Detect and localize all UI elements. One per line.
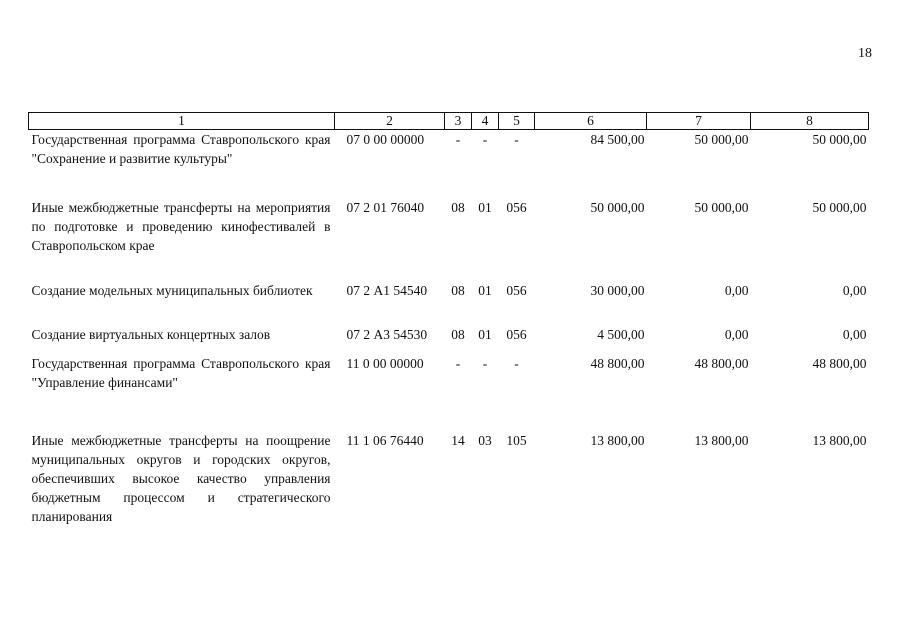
subsection-code: - bbox=[482, 132, 488, 147]
target-code: 07 2 А3 54530 bbox=[346, 326, 428, 342]
header-cell-4: 4 bbox=[472, 113, 499, 130]
amount-col-8: 0,00 bbox=[842, 326, 867, 342]
table-row bbox=[29, 281, 869, 325]
column-number-header bbox=[29, 113, 869, 130]
amount-col-7: 0,00 bbox=[724, 282, 749, 298]
subsection-code: 01 bbox=[478, 199, 492, 215]
table-row bbox=[29, 130, 869, 198]
subsection-code: 01 bbox=[478, 326, 492, 342]
header-cell-8: 8 bbox=[751, 113, 869, 130]
amount-col-7: 0,00 bbox=[724, 326, 749, 342]
expense-type-code: 056 bbox=[506, 282, 527, 298]
expense-type-code: - bbox=[514, 132, 519, 147]
amount-col-6: 30 000,00 bbox=[590, 282, 645, 298]
section-code: 14 bbox=[451, 432, 465, 448]
amount-col-6: 4 500,00 bbox=[597, 326, 645, 342]
section-code: 08 bbox=[451, 282, 465, 298]
program-name: Государственная программа Ставропольского края "Сохранение и развитие культуры" bbox=[31, 132, 331, 166]
program-name: Создание виртуальных концертных залов bbox=[31, 326, 271, 342]
amount-col-7: 13 800,00 bbox=[694, 432, 749, 448]
section-code: - bbox=[455, 355, 461, 371]
budget-table bbox=[28, 112, 869, 531]
section-code: 08 bbox=[451, 199, 465, 215]
amount-col-8: 13 800,00 bbox=[812, 432, 867, 448]
section-code: - bbox=[455, 132, 461, 147]
header-cell-5: 5 bbox=[499, 113, 535, 130]
amount-col-6: 50 000,00 bbox=[590, 199, 645, 215]
amount-col-8: 50 000,00 bbox=[812, 132, 867, 147]
amount-col-6: 48 800,00 bbox=[590, 355, 645, 371]
subsection-code: 01 bbox=[478, 282, 492, 298]
amount-col-7: 50 000,00 bbox=[694, 132, 749, 147]
amount-col-6: 13 800,00 bbox=[590, 432, 645, 448]
target-code: 11 0 00 00000 bbox=[346, 355, 424, 371]
amount-col-7: 50 000,00 bbox=[694, 199, 749, 215]
expense-type-code: - bbox=[514, 355, 519, 371]
amount-col-6: 84 500,00 bbox=[590, 132, 645, 147]
program-name: Иные межбюджетные трансферты на поощрение муниципальных округов и городских округов, обеспечивших высокое качество управления бюджетным процессом и стратегического планирования bbox=[31, 432, 331, 524]
subsection-code: - bbox=[482, 355, 488, 371]
program-name: Государственная программа Ставропольского края "Управление финансами" bbox=[31, 355, 331, 390]
section-code: 08 bbox=[451, 326, 465, 342]
program-name: Иные межбюджетные трансферты на мероприятия по подготовке и проведению кинофестивалей в Ставропольском крае bbox=[31, 199, 331, 253]
header-cell-2: 2 bbox=[335, 113, 445, 130]
target-code: 07 2 А1 54540 bbox=[346, 282, 428, 298]
expense-type-code: 105 bbox=[506, 432, 527, 448]
subsection-code: 03 bbox=[478, 432, 492, 448]
expense-type-code: 056 bbox=[506, 326, 527, 342]
header-cell-3: 3 bbox=[445, 113, 472, 130]
table-row bbox=[29, 431, 869, 531]
amount-col-8: 48 800,00 bbox=[812, 355, 867, 371]
target-code: 11 1 06 76440 bbox=[346, 432, 424, 448]
amount-col-8: 0,00 bbox=[842, 282, 867, 298]
program-name: Создание модельных муниципальных библиотек bbox=[31, 282, 313, 298]
header-cell-7: 7 bbox=[647, 113, 751, 130]
page-number: 18 bbox=[858, 46, 872, 61]
amount-col-8: 50 000,00 bbox=[812, 199, 867, 215]
expense-type-code: 056 bbox=[506, 199, 527, 215]
target-code: 07 2 01 76040 bbox=[346, 199, 425, 215]
target-code: 07 0 00 00000 bbox=[346, 132, 425, 147]
table-row bbox=[29, 354, 869, 431]
header-cell-6: 6 bbox=[535, 113, 647, 130]
table-row bbox=[29, 325, 869, 354]
header-cell-1: 1 bbox=[29, 113, 335, 130]
amount-col-7: 48 800,00 bbox=[694, 355, 749, 371]
table-row bbox=[29, 198, 869, 281]
